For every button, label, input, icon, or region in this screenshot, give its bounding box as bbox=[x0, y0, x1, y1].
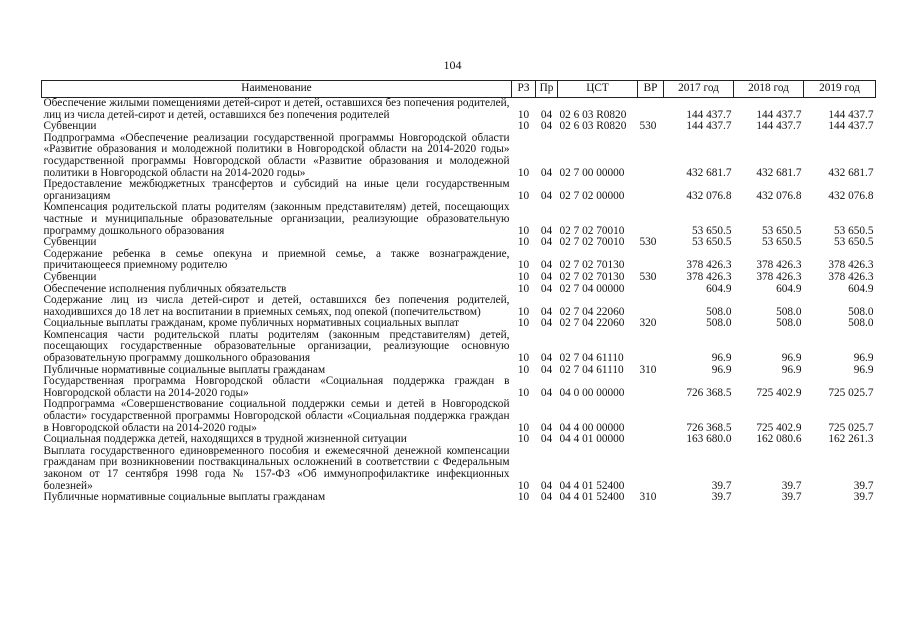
table-body bbox=[42, 98, 876, 504]
header-cst: ЦСТ bbox=[558, 81, 638, 98]
cell-vr bbox=[638, 249, 664, 272]
cell-name: Компенсация родительской платы родителям (законным представителям) детей, посещающих частные и муниципальные образовательные организации, реализующие образовательную программу дошкольного образования bbox=[43, 201, 510, 237]
cell-y2018: 96.9 bbox=[781, 363, 802, 376]
cell-cst: 02 7 04 61110 bbox=[559, 352, 624, 365]
cell-y2017: 508.0 bbox=[706, 305, 732, 318]
cell-rz: 10 bbox=[517, 363, 530, 376]
cell-y2018: 725 402.9 bbox=[756, 386, 802, 399]
cell-rz: 10 bbox=[517, 189, 530, 202]
cell-pr: 04 bbox=[540, 259, 553, 272]
header-rz: РЗ bbox=[512, 81, 536, 98]
cell-name: Подпрограмма «Совершенствование социальной поддержки семьи и детей в Новгородской области» государственной программы Новгородской области «Социальная поддержка граждан в Новгородской области на 2014-2020 годы» bbox=[43, 398, 510, 434]
table-row bbox=[42, 376, 876, 399]
cell-cst: 02 6 03 R0820 bbox=[559, 108, 627, 121]
cell-y2019: 725 025.7 bbox=[828, 386, 874, 399]
cell-vr: 530 bbox=[639, 120, 657, 133]
cell-name: Государственная программа Новгородской области «Социальная поддержка граждан в Новгородской области на 2014-2020 годы» bbox=[43, 375, 510, 399]
cell-vr bbox=[638, 133, 664, 179]
cell-y2017: 53 650.5 bbox=[691, 224, 732, 237]
cell-name: Предоставление межбюджетных трансфертов и субсидий на иные цели государственным организациям bbox=[43, 178, 510, 202]
cell-cst: 04 0 00 00000 bbox=[559, 386, 625, 399]
cell-y2017: 39.7 bbox=[711, 479, 732, 492]
table-row bbox=[42, 295, 876, 318]
header-name: Наименование bbox=[42, 81, 512, 98]
cell-cst: 02 7 02 70010 bbox=[559, 224, 625, 237]
cell-y2019: 432 076.8 bbox=[828, 189, 874, 202]
cell-y2017: 432 681.7 bbox=[686, 166, 732, 179]
cell-cst: 02 7 00 00000 bbox=[559, 166, 625, 179]
cell-y2017: 39.7 bbox=[711, 491, 732, 504]
cell-rz: 10 bbox=[517, 317, 530, 330]
cell-rz: 10 bbox=[517, 386, 530, 399]
cell-name: Субвенции bbox=[43, 236, 97, 249]
cell-vr bbox=[638, 98, 664, 122]
cell-cst: 02 7 02 00000 bbox=[559, 189, 625, 202]
table-row bbox=[42, 492, 876, 504]
cell-rz: 10 bbox=[517, 479, 530, 492]
cell-vr: 530 bbox=[639, 236, 657, 249]
cell-pr: 04 bbox=[540, 236, 553, 249]
cell-y2017: 432 076.8 bbox=[686, 189, 732, 202]
cell-y2019: 144 437.7 bbox=[828, 120, 874, 133]
cell-y2018: 378 426.3 bbox=[756, 259, 802, 272]
cell-cst: 02 7 02 70130 bbox=[559, 270, 625, 283]
cell-cst: 02 7 02 70010 bbox=[559, 236, 625, 249]
cell-vr bbox=[638, 376, 664, 399]
cell-y2019: 144 437.7 bbox=[828, 108, 874, 121]
cell-pr: 04 bbox=[540, 120, 553, 133]
cell-y2018: 378 426.3 bbox=[756, 270, 802, 283]
table-row bbox=[42, 179, 876, 202]
header-2018: 2018 год bbox=[734, 81, 804, 98]
cell-vr bbox=[638, 179, 664, 202]
cell-y2017: 726 368.5 bbox=[686, 386, 732, 399]
cell-y2019: 53 650.5 bbox=[833, 236, 874, 249]
cell-rz: 10 bbox=[517, 352, 530, 365]
cell-y2018: 39.7 bbox=[781, 479, 802, 492]
cell-rz: 10 bbox=[517, 108, 530, 121]
cell-y2018: 144 437.7 bbox=[756, 120, 802, 133]
cell-pr: 04 bbox=[540, 189, 553, 202]
cell-y2019: 378 426.3 bbox=[828, 259, 874, 272]
budget-table bbox=[41, 80, 876, 504]
cell-pr: 04 bbox=[540, 386, 553, 399]
cell-pr: 04 bbox=[540, 224, 553, 237]
cell-vr bbox=[638, 399, 664, 434]
cell-cst: 02 6 03 R0820 bbox=[559, 120, 627, 133]
cell-cst: 02 7 04 00000 bbox=[559, 282, 625, 295]
table-row bbox=[42, 237, 876, 249]
cell-vr bbox=[638, 446, 664, 492]
cell-y2019: 162 261.3 bbox=[828, 433, 874, 446]
table-header-row bbox=[42, 81, 876, 98]
cell-cst: 02 7 04 61110 bbox=[559, 363, 624, 376]
cell-y2019: 604.9 bbox=[848, 282, 874, 295]
cell-y2019: 39.7 bbox=[853, 479, 874, 492]
cell-rz: 10 bbox=[517, 421, 530, 434]
cell-rz: 10 bbox=[517, 236, 530, 249]
cell-cst: 04 4 01 52400 bbox=[559, 479, 625, 492]
cell-name: Подпрограмма «Обеспечение реализации государственной программы Новгородской области «Развитие образования и молодежной политики в Новгородской области на 2014-2020 годы» государственной программы Новгородской области «Развитие образования и молодежной политики в Новгородской области на 2014-2020 годы» bbox=[43, 131, 510, 179]
cell-rz: 10 bbox=[517, 433, 530, 446]
cell-rz: 10 bbox=[517, 120, 530, 133]
cell-y2019: 725 025.7 bbox=[828, 421, 874, 434]
cell-cst: 02 7 02 70130 bbox=[559, 259, 625, 272]
cell-vr bbox=[638, 202, 664, 237]
cell-y2018: 144 437.7 bbox=[756, 108, 802, 121]
cell-name: Социальная поддержка детей, находящихся в трудной жизненной ситуации bbox=[43, 433, 407, 446]
cell-rz: 10 bbox=[517, 259, 530, 272]
cell-name: Публичные нормативные социальные выплаты гражданам bbox=[43, 363, 326, 376]
cell-y2017: 378 426.3 bbox=[686, 270, 732, 283]
cell-rz: 10 bbox=[517, 305, 530, 318]
table-row bbox=[42, 249, 876, 272]
cell-vr bbox=[638, 284, 664, 296]
cell-y2018: 39.7 bbox=[781, 491, 802, 504]
cell-y2017: 163 680.0 bbox=[686, 433, 732, 446]
cell-vr bbox=[638, 295, 664, 318]
table-row bbox=[42, 202, 876, 237]
cell-y2018: 432 076.8 bbox=[756, 189, 802, 202]
cell-y2018: 162 080.6 bbox=[756, 433, 802, 446]
table-row bbox=[42, 98, 876, 122]
cell-name: Публичные нормативные социальные выплаты гражданам bbox=[43, 491, 326, 504]
cell-pr: 04 bbox=[540, 166, 553, 179]
cell-y2018: 432 681.7 bbox=[756, 166, 802, 179]
cell-rz: 10 bbox=[517, 491, 530, 504]
page-number: 104 bbox=[443, 58, 462, 72]
cell-name: Содержание ребенка в семье опекуна и приемной семье, а также вознаграждение, причитающееся приемному родителю bbox=[43, 247, 510, 272]
header-pr: Пр bbox=[536, 81, 558, 98]
cell-pr: 04 bbox=[540, 491, 553, 504]
cell-y2018: 508.0 bbox=[776, 305, 802, 318]
cell-y2019: 96.9 bbox=[853, 363, 874, 376]
cell-y2017: 508.0 bbox=[706, 317, 732, 330]
cell-name: Выплата государственного единовременного пособия и ежемесячной денежной компенсации гражданам при возникновении поствакцинальных осложнений в соответствии с Федеральным законом от 17 сентября 1998 года № 157-ФЗ «Об иммунопрофилактике инфекционных болезней» bbox=[43, 444, 510, 492]
cell-y2019: 39.7 bbox=[853, 491, 874, 504]
cell-cst: 02 7 04 22060 bbox=[559, 305, 625, 318]
cell-name: Обеспечение исполнения публичных обязательств bbox=[43, 282, 287, 295]
cell-pr: 04 bbox=[540, 352, 553, 365]
cell-name: Субвенции bbox=[43, 120, 97, 133]
cell-y2017: 53 650.5 bbox=[691, 236, 732, 249]
cell-pr: 04 bbox=[540, 305, 553, 318]
cell-y2019: 508.0 bbox=[848, 317, 874, 330]
cell-rz: 10 bbox=[517, 282, 530, 295]
header-2017: 2017 год bbox=[664, 81, 734, 98]
cell-y2017: 144 437.7 bbox=[686, 120, 732, 133]
table-row bbox=[42, 133, 876, 179]
cell-cst: 02 7 04 22060 bbox=[559, 317, 625, 330]
cell-y2018: 96.9 bbox=[781, 352, 802, 365]
table-row bbox=[42, 272, 876, 284]
cell-pr: 04 bbox=[540, 317, 553, 330]
table-row bbox=[42, 446, 876, 492]
cell-vr: 320 bbox=[639, 317, 657, 330]
cell-y2019: 508.0 bbox=[848, 305, 874, 318]
cell-vr: 530 bbox=[639, 270, 657, 283]
cell-y2017: 96.9 bbox=[711, 352, 732, 365]
cell-pr: 04 bbox=[540, 282, 553, 295]
cell-pr: 04 bbox=[540, 270, 553, 283]
cell-name: Субвенции bbox=[43, 270, 97, 283]
cell-vr: 310 bbox=[639, 491, 657, 504]
cell-y2018: 604.9 bbox=[776, 282, 802, 295]
cell-cst: 04 4 01 52400 bbox=[559, 491, 625, 504]
cell-y2019: 432 681.7 bbox=[828, 166, 874, 179]
cell-name: Компенсация части родительской платы родителям (законным представителям) детей, посещающих государственные образовательные организации, реализующие основную образовательную программу дошкольного образования bbox=[43, 328, 510, 365]
cell-pr: 04 bbox=[540, 108, 553, 121]
cell-cst: 04 4 00 00000 bbox=[559, 421, 625, 434]
cell-y2018: 53 650.5 bbox=[761, 224, 802, 237]
cell-pr: 04 bbox=[540, 421, 553, 434]
cell-vr: 310 bbox=[639, 363, 657, 376]
cell-y2017: 144 437.7 bbox=[686, 108, 732, 121]
header-2019: 2019 год bbox=[804, 81, 876, 98]
cell-y2019: 53 650.5 bbox=[833, 224, 874, 237]
cell-y2018: 508.0 bbox=[776, 317, 802, 330]
cell-y2017: 604.9 bbox=[706, 282, 732, 295]
cell-rz: 10 bbox=[517, 166, 530, 179]
cell-rz: 10 bbox=[517, 270, 530, 283]
cell-pr: 04 bbox=[540, 479, 553, 492]
cell-y2018: 725 402.9 bbox=[756, 421, 802, 434]
cell-rz: 10 bbox=[517, 224, 530, 237]
table-row bbox=[42, 330, 876, 365]
cell-vr bbox=[638, 330, 664, 365]
cell-pr: 04 bbox=[540, 363, 553, 376]
cell-y2018: 53 650.5 bbox=[761, 236, 802, 249]
cell-vr bbox=[638, 434, 664, 446]
cell-pr: 04 bbox=[540, 433, 553, 446]
cell-y2019: 96.9 bbox=[853, 352, 874, 365]
cell-y2017: 726 368.5 bbox=[686, 421, 732, 434]
cell-y2017: 378 426.3 bbox=[686, 259, 732, 272]
cell-y2019: 378 426.3 bbox=[828, 270, 874, 283]
table-row bbox=[42, 399, 876, 434]
cell-name: Обеспечение жилыми помещениями детей-сирот и детей, оставшихся без попечения родителей, лиц из числа детей-сирот и детей, оставшихся без попечения родителей bbox=[43, 97, 510, 121]
cell-name: Содержание лиц из числа детей-сирот и детей, оставшихся без попечения родителей, находившихся до 18 лет на воспитании в приемных семьях, под опекой (попечительством) bbox=[43, 294, 510, 318]
cell-y2017: 96.9 bbox=[711, 363, 732, 376]
header-vr: ВР bbox=[638, 81, 664, 98]
cell-name: Социальные выплаты гражданам, кроме публичных нормативных социальных выплат bbox=[43, 317, 460, 330]
cell-cst: 04 4 01 00000 bbox=[559, 433, 625, 446]
